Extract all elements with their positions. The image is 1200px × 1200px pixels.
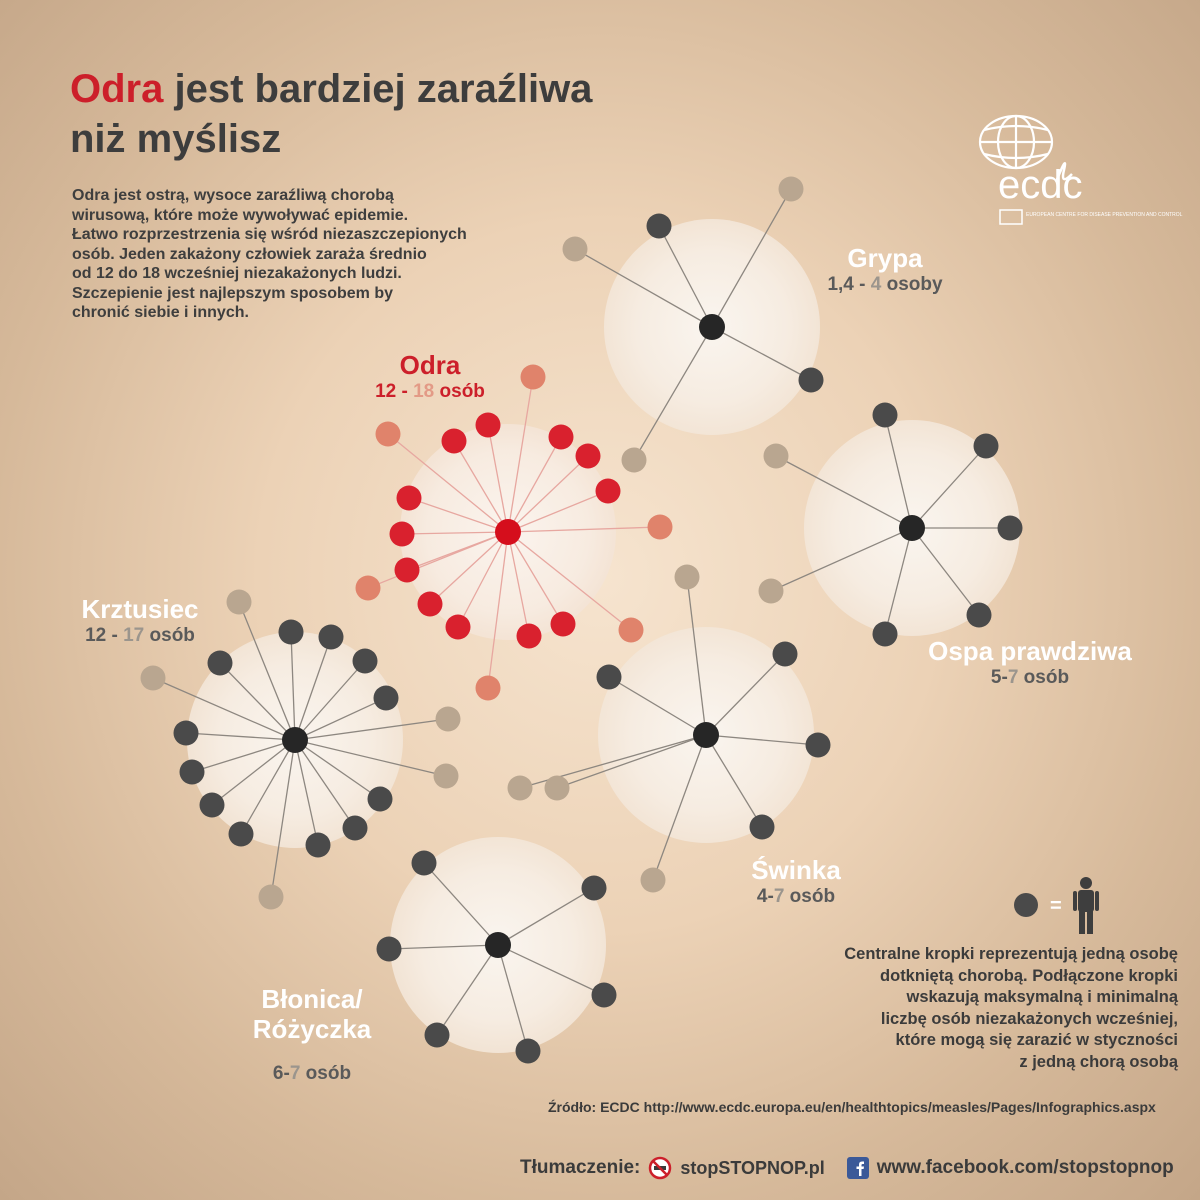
- contact-dot-min-swinka: [806, 733, 831, 758]
- contact-dot-max-swinka: [675, 565, 700, 590]
- contact-dot-min-krztusiec: [368, 787, 393, 812]
- intro-paragraph: Odra jest ostrą, wysoce zaraźliwą chorobą wirusową, które może wywoływać epidemie. Łatwo rozprzestrzenia się wśród niezaszczepionych osób. Jeden zakażony człowiek zaraża średnio od 12 do 18 wcześniej niezakażonych ludzi. Szczepienie jest najlepszym sposobem by chronić siebie i innych.: [72, 187, 467, 321]
- contact-dot-max-odra: [648, 515, 673, 540]
- disease-range: 6-7 osób: [272, 1063, 352, 1084]
- label-odra: [355, 350, 505, 404]
- contact-dot-max-krztusiec: [141, 666, 166, 691]
- contact-dot-min-krztusiec: [279, 620, 304, 645]
- contact-dot-min-odra: [395, 558, 420, 583]
- label-swinka: [716, 855, 876, 909]
- footer: [520, 1154, 1174, 1182]
- contact-dot-min-blonica: [377, 937, 402, 962]
- contact-dot-min-odra: [476, 413, 501, 438]
- contact-dot-min-odra: [576, 444, 601, 469]
- contact-dot-min-grypa: [799, 368, 824, 393]
- contact-dot-max-grypa: [779, 177, 804, 202]
- contact-dot-max-odra: [376, 422, 401, 447]
- no-vaccine-sign-icon: [648, 1156, 672, 1180]
- contact-dot-min-odra: [397, 486, 422, 511]
- disease-range: 12 - 17 osób: [85, 625, 195, 646]
- contact-dot-min-odra: [446, 615, 471, 640]
- label-krztusiec: [60, 594, 220, 648]
- title-accent: Odra: [70, 67, 164, 111]
- legend-symbol: [1012, 876, 1112, 936]
- contact-dot-min-krztusiec: [200, 793, 225, 818]
- center-dot-grypa: [699, 314, 725, 340]
- contact-dot-min-krztusiec: [208, 651, 233, 676]
- label-blonica: [232, 966, 392, 1104]
- logo-text: ecdc: [998, 163, 1083, 207]
- source-note: Źródło: ECDC http://www.ecdc.europa.eu/en/healthtopics/measles/Pages/Infographics.aspx: [548, 1099, 1156, 1115]
- contact-dot-max-ospa: [764, 444, 789, 469]
- contact-dot-max-odra: [356, 576, 381, 601]
- contact-dot-min-krztusiec: [343, 816, 368, 841]
- contact-dot-max-krztusiec: [227, 590, 252, 615]
- contact-dot-max-swinka: [641, 868, 666, 893]
- contact-dot-min-swinka: [597, 665, 622, 690]
- contact-dot-max-krztusiec: [259, 885, 284, 910]
- contact-dot-min-blonica: [412, 851, 437, 876]
- contact-dot-max-grypa: [563, 237, 588, 262]
- title-line-1-rest: jest bardziej zaraźliwa: [163, 67, 593, 111]
- disease-range: 1,4 - 4 osoby: [827, 274, 943, 295]
- contact-dot-min-odra: [418, 592, 443, 617]
- center-dot-blonica: [485, 932, 511, 958]
- contact-dot-min-blonica: [582, 876, 607, 901]
- contact-dot-min-krztusiec: [306, 833, 331, 858]
- contact-dot-max-ospa: [759, 579, 784, 604]
- label-ospa: [925, 636, 1135, 690]
- contact-dot-max-swinka: [545, 776, 570, 801]
- stopnop-link[interactable]: stopSTOPNOP.pl: [680, 1157, 825, 1178]
- contact-dot-min-odra: [517, 624, 542, 649]
- contact-dot-max-krztusiec: [434, 764, 459, 789]
- disease-range: 12 - 18 osób: [375, 381, 485, 402]
- disease-name: Grypa: [847, 243, 923, 273]
- contact-dot-min-grypa: [647, 214, 672, 239]
- facebook-icon: [847, 1157, 869, 1179]
- legend-text: Centralne kropki reprezentują jedną osobę dotkniętą chorobą. Podłączone kropki wskazują maksymalną i minimalną liczbę osób niezakażonych wcześniej, które mogą się zarazić w styczności z jedną chorą osobą: [844, 945, 1178, 1071]
- contact-dot-min-blonica: [592, 983, 617, 1008]
- contact-dot-min-krztusiec: [319, 625, 344, 650]
- contact-dot-min-ospa: [873, 403, 898, 428]
- contact-dot-max-odra: [476, 676, 501, 701]
- disease-name: Krztusiec: [81, 594, 199, 624]
- contact-dot-min-odra: [390, 522, 415, 547]
- contact-dot-min-ospa: [873, 622, 898, 647]
- center-dot-odra: [495, 519, 521, 545]
- disease-name: Błonica/ Różyczka: [252, 984, 372, 1044]
- contact-dot-min-swinka: [750, 815, 775, 840]
- label-grypa: [800, 243, 970, 297]
- contact-dot-max-krztusiec: [436, 707, 461, 732]
- contact-dot-min-swinka: [773, 642, 798, 667]
- title-line-2: niż myślisz: [70, 117, 282, 161]
- contact-dot-min-odra: [442, 429, 467, 454]
- disease-range: 4-7 osób: [756, 886, 836, 907]
- disease-name: Ospa prawdziwa: [928, 636, 1132, 666]
- contact-dot-min-blonica: [425, 1023, 450, 1048]
- contact-dot-min-odra: [549, 425, 574, 450]
- contact-dot-min-krztusiec: [180, 760, 205, 785]
- disease-name: Świnka: [751, 855, 841, 885]
- center-dot-ospa: [899, 515, 925, 541]
- logo-subtext: EUROPEAN CENTRE FOR DISEASE PREVENTION AND CONTROL: [1026, 212, 1183, 218]
- contact-dot-min-ospa: [974, 434, 999, 459]
- contact-dot-min-blonica: [516, 1039, 541, 1064]
- contact-dot-min-odra: [551, 612, 576, 637]
- center-dot-krztusiec: [282, 727, 308, 753]
- disease-name: Odra: [399, 350, 461, 380]
- legend-dot-icon: [1014, 893, 1038, 917]
- disease-range: 5-7 osób: [990, 667, 1070, 688]
- center-dot-swinka: [693, 722, 719, 748]
- legend-equals: =: [1050, 895, 1062, 917]
- contact-dot-min-krztusiec: [374, 686, 399, 711]
- contact-dot-min-krztusiec: [353, 649, 378, 674]
- contact-dot-min-krztusiec: [229, 822, 254, 847]
- contact-dot-max-grypa: [622, 448, 647, 473]
- contact-dot-min-ospa: [967, 603, 992, 628]
- contact-dot-min-ospa: [998, 516, 1023, 541]
- contact-dot-min-odra: [596, 479, 621, 504]
- person-icon: [1073, 877, 1099, 934]
- translation-label: Tłumaczenie:: [520, 1157, 641, 1178]
- contact-dot-max-swinka: [508, 776, 533, 801]
- facebook-link[interactable]: www.facebook.com/stopstopnop: [876, 1157, 1174, 1178]
- contact-dot-min-krztusiec: [174, 721, 199, 746]
- contact-dot-max-odra: [619, 618, 644, 643]
- contact-dot-max-odra: [521, 365, 546, 390]
